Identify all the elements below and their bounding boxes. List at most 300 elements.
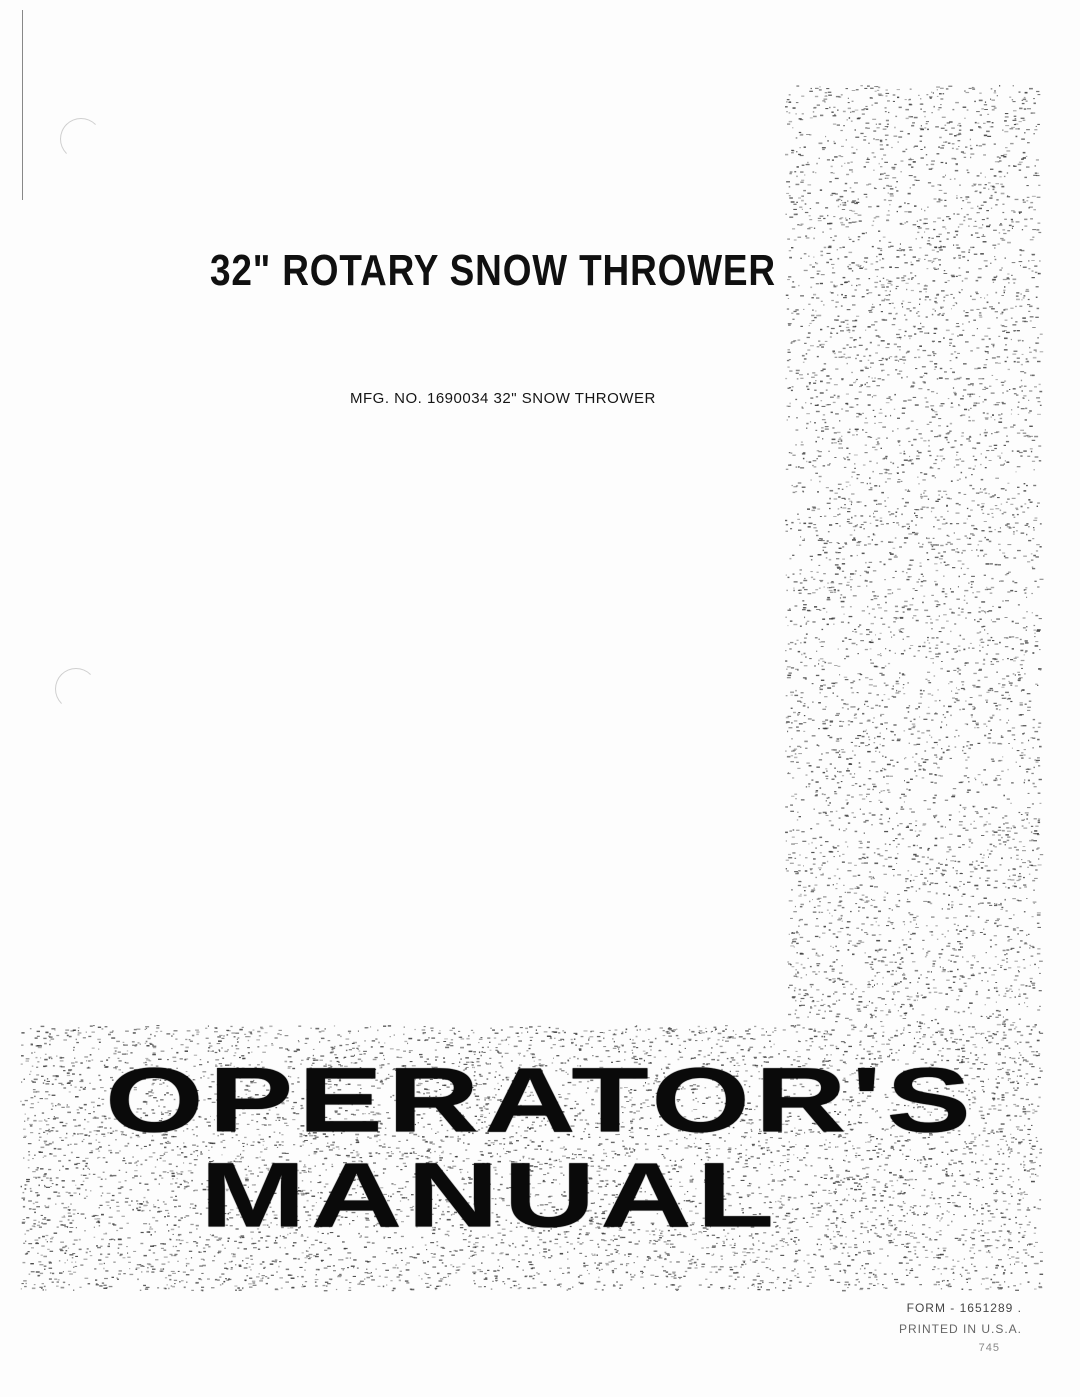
speckle-dot <box>786 695 788 696</box>
speckle-dot <box>841 594 843 596</box>
speckle-dot <box>992 517 994 518</box>
speckle-dot <box>865 330 866 331</box>
speckle-dot <box>862 736 865 738</box>
speckle-dot <box>922 948 924 949</box>
speckle-dot <box>818 315 821 317</box>
speckle-dot <box>893 634 895 636</box>
speckle-dot <box>849 429 851 430</box>
speckle-dot <box>798 237 802 238</box>
speckle-dot <box>868 720 871 721</box>
speckle-dot <box>1038 967 1039 968</box>
speckle-dot <box>868 693 871 694</box>
speckle-dot <box>800 701 802 702</box>
speckle-dot <box>999 171 1002 173</box>
speckle-dot <box>859 625 861 626</box>
speckle-dot <box>839 569 841 570</box>
speckle-dot <box>1008 165 1010 166</box>
speckle-dot <box>997 775 1001 776</box>
speckle-dot <box>804 538 805 539</box>
speckle-dot <box>834 319 836 321</box>
speckle-dot <box>959 709 961 710</box>
speckle-dot <box>867 857 869 859</box>
speckle-dot <box>890 193 894 194</box>
speckle-dot <box>791 889 793 890</box>
speckle-dot <box>1034 786 1037 787</box>
speckle-dot <box>870 367 871 368</box>
speckle-dot <box>902 974 905 975</box>
speckle-dot <box>712 1247 716 1248</box>
speckle-dot <box>1013 581 1015 583</box>
speckle-dot <box>1011 210 1015 211</box>
speckle-dot <box>847 457 849 458</box>
speckle-dot <box>884 900 886 901</box>
speckle-dot <box>886 685 889 686</box>
speckle-dot <box>1038 727 1041 728</box>
speckle-dot <box>1025 408 1027 410</box>
speckle-dot <box>1011 879 1015 880</box>
speckle-dot <box>1012 839 1014 840</box>
speckle-dot <box>951 591 954 593</box>
speckle-dot <box>834 856 835 857</box>
speckle-dot <box>984 677 988 678</box>
speckle-dot <box>925 956 927 957</box>
speckle-dot <box>989 386 991 387</box>
speckle-dot <box>795 1010 797 1012</box>
speckle-dot <box>1018 970 1019 971</box>
speckle-dot <box>1000 864 1002 866</box>
speckle-dot <box>866 900 870 901</box>
speckle-dot <box>842 775 844 776</box>
speckle-dot <box>904 924 905 925</box>
speckle-dot <box>800 697 802 698</box>
speckle-dot <box>799 920 801 921</box>
speckle-dot <box>897 589 901 590</box>
speckle-dot <box>883 776 885 778</box>
speckle-dot <box>919 831 922 832</box>
speckle-dot <box>955 459 959 461</box>
speckle-dot <box>917 582 920 583</box>
speckle-dot <box>929 169 933 170</box>
speckle-dot <box>878 94 882 95</box>
speckle-dot <box>871 307 874 308</box>
speckle-dot <box>905 1014 907 1016</box>
speckle-dot <box>946 494 948 495</box>
speckle-dot <box>964 216 966 217</box>
speckle-dot <box>897 825 899 826</box>
speckle-dot <box>1015 306 1017 307</box>
speckle-dot <box>1010 949 1012 950</box>
speckle-dot <box>796 798 797 799</box>
speckle-dot <box>815 926 819 927</box>
speckle-dot <box>948 904 950 906</box>
speckle-dot <box>969 249 971 250</box>
speckle-dot <box>923 823 927 825</box>
speckle-dot <box>820 381 823 383</box>
speckle-dot <box>888 511 890 512</box>
speckle-dot <box>1027 693 1031 694</box>
speckle-dot <box>868 736 869 737</box>
speckle-dot <box>1027 1006 1029 1007</box>
speckle-dot <box>833 993 834 995</box>
speckle-dot <box>896 681 899 683</box>
speckle-dot <box>788 298 789 299</box>
speckle-dot <box>922 777 925 778</box>
speckle-dot <box>1040 579 1044 580</box>
speckle-dot <box>998 743 1002 745</box>
speckle-dot <box>958 560 962 561</box>
speckle-dot <box>989 338 991 340</box>
speckle-dot <box>837 258 839 260</box>
speckle-dot <box>817 572 819 573</box>
speckle-dot <box>880 802 883 803</box>
speckle-dot <box>886 299 890 300</box>
speckle-dot <box>958 989 962 990</box>
speckle-dot <box>881 340 885 342</box>
speckle-dot <box>1029 88 1033 90</box>
speckle-dot <box>884 897 886 898</box>
speckle-dot <box>987 136 991 137</box>
speckle-dot <box>912 617 914 618</box>
speckle-dot <box>947 498 950 499</box>
speckle-dot <box>883 129 887 130</box>
speckle-dot <box>976 549 977 550</box>
speckle-dot <box>1019 677 1023 678</box>
speckle-dot <box>884 722 888 723</box>
speckle-dot <box>869 516 871 517</box>
speckle-dot <box>972 721 976 722</box>
speckle-dot <box>936 86 940 87</box>
speckle-dot <box>1012 324 1016 325</box>
speckle-dot <box>867 706 869 707</box>
speckle-dot <box>800 906 803 907</box>
speckle-dot <box>876 439 878 440</box>
speckle-dot <box>919 299 921 300</box>
speckle-dot <box>800 295 804 296</box>
speckle-dot <box>979 541 983 542</box>
speckle-dot <box>815 310 816 311</box>
speckle-dot <box>862 907 865 908</box>
speckle-dot <box>811 479 812 480</box>
speckle-dot <box>810 208 811 209</box>
speckle-dot <box>895 555 897 556</box>
speckle-dot <box>814 466 817 468</box>
speckle-dot <box>820 215 824 217</box>
speckle-dot <box>1031 826 1033 827</box>
speckle-dot <box>935 477 936 478</box>
speckle-dot <box>994 448 997 449</box>
speckle-dot <box>1039 1006 1040 1007</box>
speckle-dot <box>1017 406 1019 407</box>
speckle-dot <box>969 485 972 486</box>
speckle-dot <box>931 544 933 545</box>
speckle-dot <box>946 711 948 713</box>
speckle-dot <box>958 255 961 256</box>
speckle-dot <box>1013 101 1016 102</box>
speckle-dot <box>884 706 888 707</box>
speckle-dot <box>850 485 851 486</box>
speckle-dot <box>846 648 848 649</box>
speckle-dot <box>787 731 788 733</box>
speckle-dot <box>938 425 941 426</box>
speckle-dot <box>821 999 823 1000</box>
speckle-dot <box>959 650 961 651</box>
speckle-dot <box>948 706 952 708</box>
speckle-dot <box>945 864 948 866</box>
speckle-dot <box>886 295 889 296</box>
speckle-dot <box>1029 874 1030 875</box>
speckle-dot <box>1023 993 1026 994</box>
speckle-dot <box>1026 129 1030 130</box>
speckle-dot <box>845 320 849 321</box>
speckle-dot <box>970 139 971 141</box>
speckle-dot <box>828 531 830 532</box>
speckle-dot <box>922 544 923 545</box>
speckle-dot <box>950 631 951 632</box>
speckle-dot <box>976 347 979 348</box>
speckle-dot <box>791 453 793 454</box>
speckle-dot <box>995 659 998 660</box>
speckle-dot <box>927 129 929 131</box>
speckle-dot <box>941 1288 942 1289</box>
speckle-dot <box>971 234 973 236</box>
speckle-dot <box>879 413 883 414</box>
speckle-dot <box>913 382 916 384</box>
speckle-dot <box>854 346 857 348</box>
speckle-dot <box>934 411 937 412</box>
speckle-dot <box>932 966 935 967</box>
speckle-dot <box>881 618 883 619</box>
speckle-dot <box>1040 523 1042 525</box>
speckle-dot <box>985 351 989 352</box>
speckle-dot <box>788 323 792 324</box>
speckle-dot <box>819 901 821 902</box>
speckle-dot <box>978 680 981 681</box>
speckle-dot <box>849 347 852 348</box>
speckle-dot <box>798 590 800 591</box>
speckle-dot <box>885 126 889 127</box>
speckle-dot <box>811 559 813 560</box>
speckle-dot <box>1026 534 1027 536</box>
speckle-dot <box>914 513 915 515</box>
speckle-dot <box>991 344 995 345</box>
speckle-dot <box>863 267 864 268</box>
speckle-dot <box>144 1255 147 1257</box>
speckle-dot <box>947 564 949 565</box>
speckle-dot <box>859 746 861 747</box>
speckle-dot <box>1008 887 1010 889</box>
speckle-dot <box>871 708 874 709</box>
speckle-dot <box>839 525 841 527</box>
speckle-dot <box>845 679 849 680</box>
speckle-dot <box>956 873 958 874</box>
speckle-dot <box>1034 625 1036 626</box>
speckle-dot <box>787 360 789 361</box>
speckle-dot <box>919 888 921 890</box>
speckle-dot <box>935 648 938 649</box>
speckle-dot <box>1038 927 1042 928</box>
speckle-dot <box>923 350 927 351</box>
speckle-dot <box>881 541 883 542</box>
speckle-dot <box>881 998 885 1000</box>
speckle-dot <box>820 658 824 659</box>
speckle-dot <box>930 903 932 905</box>
speckle-dot <box>824 543 828 544</box>
speckle-dot <box>842 447 843 449</box>
speckle-dot <box>1018 900 1022 901</box>
speckle-dot <box>803 190 806 191</box>
speckle-dot <box>818 702 821 704</box>
speckle-dot <box>788 987 789 988</box>
speckle-dot <box>892 177 896 178</box>
speckle-dot <box>960 946 963 947</box>
speckle-dot <box>813 863 816 865</box>
speckle-dot <box>835 573 839 575</box>
speckle-dot <box>998 607 1001 608</box>
speckle-dot <box>938 494 940 495</box>
speckle-dot <box>839 437 841 439</box>
speckle-dot <box>842 707 844 708</box>
speckle-dot <box>785 214 787 215</box>
speckle-dot <box>835 493 838 494</box>
speckle-dot <box>1004 954 1006 955</box>
speckle-dot <box>965 341 969 342</box>
speckle-dot <box>804 617 805 619</box>
speckle-dot <box>813 579 815 580</box>
speckle-dot <box>932 309 934 310</box>
speckle-dot <box>810 571 812 572</box>
speckle-dot <box>1025 592 1027 594</box>
speckle-dot <box>983 1091 985 1093</box>
speckle-dot <box>986 450 989 451</box>
speckle-dot <box>847 511 850 512</box>
speckle-dot <box>849 1019 852 1020</box>
speckle-dot <box>956 164 958 166</box>
speckle-dot <box>927 809 931 811</box>
speckle-dot <box>985 589 988 590</box>
speckle-dot <box>921 581 923 582</box>
speckle-dot <box>908 912 910 914</box>
speckle-dot <box>838 448 841 449</box>
speckle-dot <box>1038 820 1040 821</box>
speckle-dot <box>938 341 941 342</box>
speckle-dot <box>825 776 828 777</box>
speckle-dot <box>965 723 967 724</box>
speckle-dot <box>1028 400 1029 401</box>
speckle-dot <box>989 610 993 612</box>
speckle-dot <box>800 937 804 938</box>
speckle-dot <box>849 385 853 386</box>
speckle-dot <box>993 187 995 189</box>
speckle-dot <box>867 86 870 87</box>
speckle-dot <box>817 404 819 405</box>
speckle-dot <box>1035 684 1037 685</box>
speckle-dot <box>888 917 889 918</box>
speckle-dot <box>834 384 838 385</box>
speckle-dot <box>897 142 899 143</box>
speckle-dot <box>797 812 798 813</box>
speckle-dot <box>968 704 972 706</box>
speckle-dot <box>1030 981 1032 982</box>
speckle-dot <box>804 653 806 655</box>
speckle-dot <box>990 99 991 100</box>
speckle-dot <box>942 226 945 227</box>
speckle-dot <box>916 180 920 181</box>
speckle-dot <box>1000 903 1002 904</box>
speckle-dot <box>845 183 847 185</box>
speckle-dot <box>898 691 901 692</box>
speckle-dot <box>819 759 822 760</box>
speckle-dot <box>1027 456 1030 457</box>
speckle-dot <box>801 692 804 693</box>
speckle-dot <box>963 389 966 390</box>
speckle-dot <box>896 813 898 814</box>
speckle-dot <box>957 835 961 836</box>
speckle-dot <box>819 158 820 159</box>
speckle-dot <box>806 461 807 462</box>
speckle-dot <box>859 345 863 346</box>
speckle-dot <box>909 460 910 461</box>
speckle-dot <box>912 122 915 124</box>
speckle-dot <box>880 174 884 175</box>
speckle-dot <box>972 385 974 386</box>
speckle-dot <box>933 815 937 816</box>
speckle-dot <box>980 297 982 298</box>
speckle-dot <box>961 611 964 613</box>
speckle-dot <box>847 432 850 434</box>
speckle-dot <box>931 935 933 936</box>
speckle-dot <box>866 290 869 291</box>
speckle-dot <box>867 987 870 988</box>
speckle-dot <box>789 608 790 609</box>
speckle-dot <box>995 778 997 780</box>
speckle-dot <box>1021 820 1024 821</box>
speckle-dot <box>860 370 863 372</box>
speckle-dot <box>998 994 1000 996</box>
speckle-dot <box>865 384 867 386</box>
speckle-dot <box>1014 351 1018 352</box>
speckle-dot <box>843 597 846 599</box>
speckle-dot <box>843 885 844 886</box>
speckle-dot <box>788 325 791 326</box>
speckle-dot <box>915 820 917 821</box>
speckle-dot <box>862 429 864 430</box>
speckle-dot <box>873 595 876 597</box>
speckle-dot <box>819 687 820 688</box>
speckle-dot <box>862 113 865 114</box>
speckle-dot <box>918 311 920 312</box>
speckle-dot <box>981 835 984 836</box>
speckle-dot <box>847 921 851 923</box>
speckle-dot <box>818 456 821 457</box>
speckle-dot <box>968 384 971 386</box>
speckle-dot <box>941 661 943 662</box>
speckle-dot <box>892 324 896 325</box>
speckle-dot <box>929 422 932 423</box>
speckle-dot <box>927 207 929 208</box>
speckle-dot <box>936 619 939 620</box>
speckle-dot <box>883 155 886 156</box>
speckle-dot <box>897 211 898 212</box>
speckle-dot <box>842 202 846 203</box>
speckle-dot <box>132 1045 135 1046</box>
speckle-dot <box>872 246 874 247</box>
speckle-dot <box>887 478 891 479</box>
speckle-dot <box>1001 186 1004 188</box>
speckle-dot <box>791 695 793 696</box>
speckle-dot <box>897 508 899 509</box>
speckle-dot <box>958 405 960 406</box>
speckle-dot <box>794 311 797 312</box>
